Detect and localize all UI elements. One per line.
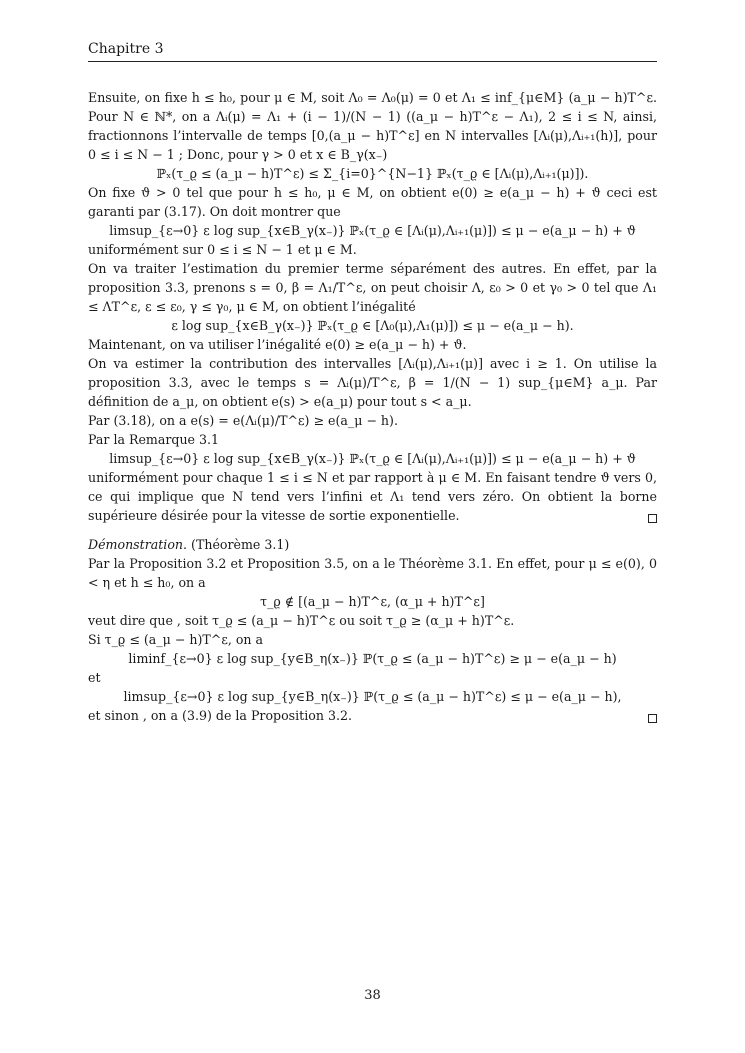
paragraph: On va traiter l’estimation du premier terme séparément des autres. En effet, par la proposition 3.3, prenons s = 0, β = Λ₁/T^ε, on peut choisir Λ, ε₀ > 0 et γ₀ > 0 tel que Λ₁ ≤ ΛT^ε, ε ≤ ε₀, γ ≤ γ₀, μ ∈ M, on obtient l’inégalité xyxy=(88,261,657,314)
display-equation: ℙₓ(τ_ϱ ≤ (a_μ − h)T^ε) ≤ Σ_{i=0}^{N−1} ℙₓ(τ_ϱ ∈ [Λᵢ(μ),Λᵢ₊₁(μ)]). xyxy=(156,166,589,181)
display-equation: limsup_{ε→0} ε log sup_{x∈B_γ(x₋)} ℙₓ(τ_ϱ ∈ [Λᵢ(μ),Λᵢ₊₁(μ)]) ≤ μ − e(a_μ − h) + ϑ xyxy=(109,223,636,238)
paragraph: veut dire que , soit τ_ϱ ≤ (a_μ − h)T^ε ou soit τ_ϱ ≥ (α_μ + h)T^ε. xyxy=(88,613,515,628)
display-equation: ε log sup_{x∈B_γ(x₋)} ℙₓ(τ_ϱ ∈ [Λ₀(μ),Λ₁(μ)]) ≤ μ − e(a_μ − h). xyxy=(171,318,574,333)
paragraph-with-qed xyxy=(88,706,657,725)
display-equation: limsup_{ε→0} ε log sup_{x∈B_γ(x₋)} ℙₓ(τ_ϱ ∈ [Λᵢ(μ),Λᵢ₊₁(μ)]) ≤ μ − e(a_μ − h) + ϑ xyxy=(109,451,636,466)
paragraph: Par la Proposition 3.2 et Proposition 3.5, on a le Théorème 3.1. En effet, pour μ ≤ e(0), 0 < η et h ≤ h₀, on a xyxy=(88,556,657,590)
qed-square-icon xyxy=(648,714,657,723)
paragraph: uniformément pour chaque 1 ≤ i ≤ N et par rapport à μ ∈ M. En faisant tendre ϑ vers 0, ce qui implique que N tend vers l’infini et Λ₁ tend vers zéro. On obtient la borne supérieure désirée pour la vitesse de sortie exponentielle. xyxy=(88,470,657,523)
demonstration-reference: (Théorème 3.1) xyxy=(191,537,290,552)
display-equation: τ_ϱ ∉ [(a_μ − h)T^ε, (α_μ + h)T^ε] xyxy=(260,594,485,609)
paragraph: Si τ_ϱ ≤ (a_μ − h)T^ε, on a xyxy=(88,632,264,647)
paragraph: On va estimer la contribution des intervalles [Λᵢ(μ),Λᵢ₊₁(μ)] avec i ≥ 1. On utilise la proposition 3.3, avec le temps s = Λᵢ(μ)/T^ε, β = 1/(N − 1) sup_{μ∈M} a_μ. Par définition de a_μ, on obtient e(s) > e(a_μ) pour tout s < a_μ. xyxy=(88,356,657,409)
paragraph: Par (3.18), on a e(s) = e(Λᵢ(μ)/T^ε) ≥ e(a_μ − h). xyxy=(88,413,398,428)
paragraph-with-qed xyxy=(88,468,657,525)
paragraph: Maintenant, on va utiliser l’inégalité e(0) ≥ e(a_μ − h) + ϑ. xyxy=(88,337,467,352)
demonstration-title: Démonstration. xyxy=(88,537,188,552)
paragraph: et sinon , on a (3.9) de la Proposition 3.2. xyxy=(88,708,352,723)
demonstration-heading xyxy=(88,535,657,554)
header-rule xyxy=(88,61,657,62)
display-equation: limsup_{ε→0} ε log sup_{y∈B_η(x₋)} ℙ(τ_ϱ ≤ (a_μ − h)T^ε) ≤ μ − e(a_μ − h), xyxy=(123,689,622,704)
page-body xyxy=(88,88,657,725)
running-header: Chapitre 3 xyxy=(88,41,164,57)
paragraph: et xyxy=(88,670,101,685)
page-number: 38 xyxy=(364,988,381,1003)
qed-square-icon xyxy=(648,514,657,523)
display-equation: liminf_{ε→0} ε log sup_{y∈B_η(x₋)} ℙ(τ_ϱ ≤ (a_μ − h)T^ε) ≥ μ − e(a_μ − h) xyxy=(128,651,617,666)
paragraph: On fixe ϑ > 0 tel que pour h ≤ h₀, μ ∈ M, on obtient e(0) ≥ e(a_μ − h) + ϑ ceci est garanti par (3.17). On doit montrer que xyxy=(88,185,657,219)
paragraph: uniformément sur 0 ≤ i ≤ N − 1 et μ ∈ M. xyxy=(88,242,357,257)
paragraph: Par la Remarque 3.1 xyxy=(88,432,220,447)
paragraph: Ensuite, on fixe h ≤ h₀, pour μ ∈ M, soit Λ₀ = Λ₀(μ) = 0 et Λ₁ ≤ inf_{μ∈M} (a_μ − h)T^ε. Pour N ∈ ℕ*, on a Λᵢ(μ) = Λ₁ + (i − 1)/(N − 1) ((a_μ − h)T^ε − Λ₁), 2 ≤ i ≤ N, ainsi, fractionnons l’intervalle de temps [0,(a_μ − h)T^ε] en N intervalles [Λᵢ(μ),Λᵢ₊₁(h)], pour 0 ≤ i ≤ N − 1 ; Donc, pour γ > 0 et x ∈ B_γ(x₋) xyxy=(88,90,657,162)
